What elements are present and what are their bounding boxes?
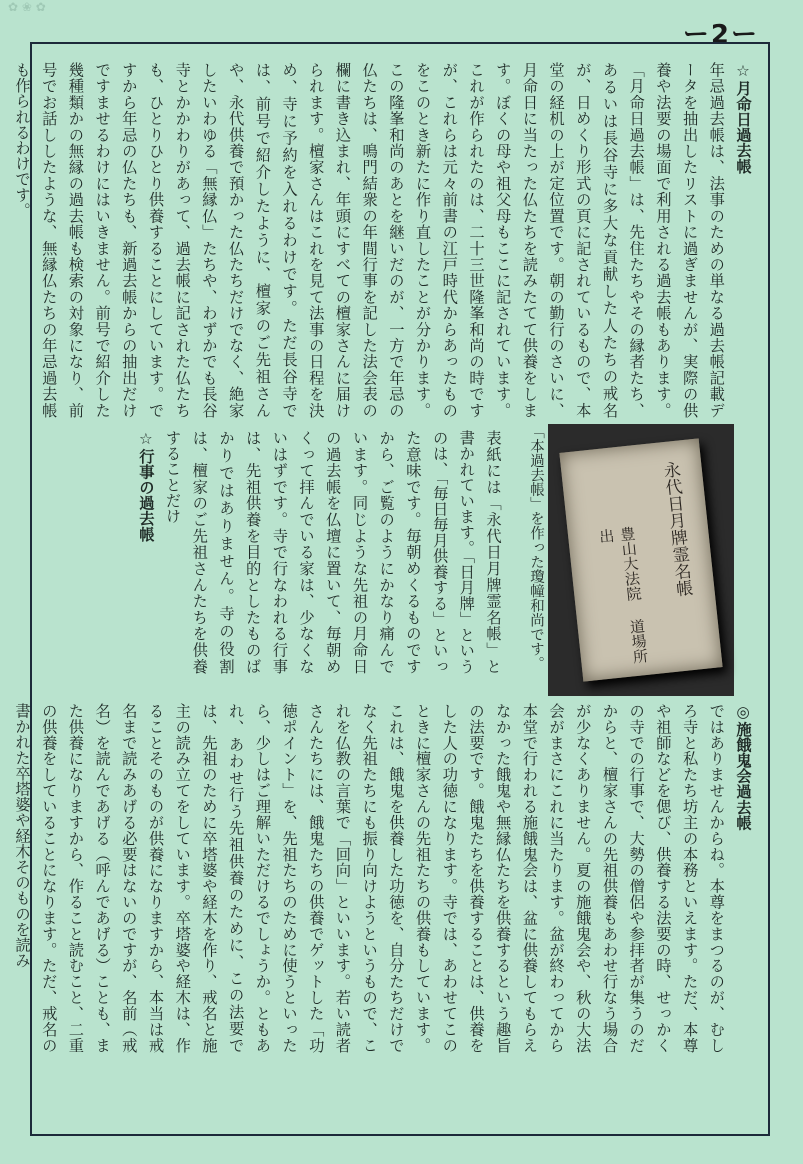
section-heading-monthly: ☆月命日過去帳 (734, 62, 752, 174)
kakocho-book-image (559, 438, 722, 681)
page-number: ー2ー (682, 20, 759, 50)
section-text-monthly: 年忌過去帳は、法事のための単なる過去帳記載データを抽出したリストに過ぎませんが、実際の供養や法要の場面で利用される過去帳もあります。「月命日過去帳」は、先住たちやその縁者たち、あるいは長谷寺に多大な貢献した人たちの戒名が、日めくり形式の頁に記されているもので、本堂の経机の上が定位置です。朝の勤行のさいに、月命日に当たった仏たちを読みたてて供養をします。ぼくの母や祖父母もここに記されています。これが作られたのは、二十三世隆峯和尚の時ですが、これらは元々前書の江戸時代からあったものをこのとき新たに作り直したことが分かります。この隆峯和尚のあとを継いだのが、一方で年忌の仏たちは、鳴門結衆の年間行事を記した法会表の欄に書き込まれ、年頭にすべての檀家さんに届けられます。檀家さんはこれを見て法事の日程を決め、寺に予約を入れるわけです。ただ長谷寺では、前号で紹介したように、檀家のご先祖さんや、永代供養で預かった仏たちだけでなく、絶家したいわゆる「無縁仏」たちや、わずかでも長谷寺とかかわりがあって、過去帳に記された仏たちも、ひとりひとり供養することにしています。ですから年忌の仏たちも、新過去帳からの抽出だけですませるわけにはいきません。前号で紹介した幾種類かの無縁の過去帳も検索の対象になり、前号でお話ししたような、無縁仏たちの年忌過去帳も作られるわけです。 (13, 62, 726, 418)
section-text-segaki: ではありませんからね。本尊をまつるのが、むしろ寺と私たち坊主の本務といえます。ただ、本尊や祖師などを偲び、供養する法要の時、せっかくの寺での行事で、大勢の僧侶や参拝者が集うのだからと、檀家さんの先祖供養もあわせ行なう場合が少なくありません。夏の施餓鬼会や、秋の大法会がまさにこれに当たります。盆が終わってから本堂で行われる施餓鬼会は、盆に供養してもらえなかった餓鬼や無縁仏たちを供養するという趣旨の法要です。餓鬼たちを供養することは、供養をした人の功徳になります。寺では、あわせてこのときに檀家さんの先祖たちの供養もしています。これは、餓鬼を供養した功徳を、自分たちだけでなく先祖たちにも振り向けようというもので、これを仏教の言葉で「回向」といいます。若い読者さんたちには、餓鬼たちの供養でゲットした「功徳ポイント」を、先祖たちのために使うといったら、少しはご理解いただけるでしょうか。ともあれ、あわせ行う先祖供養のために、この法要では、先祖のために卒塔婆や経木を作り、戒名と施主の読み立てをしています。卒塔婆や経木は、作ることそのものが供養になりますから、本当は戒名まで読みあげる必要はないのですが、名前（戒名）を読んであげる（呼んであげる）ことも、また供養になりますから、作ること読むこと、二重の供養をしていることになります。ただ、戒名の書かれた卒塔婆や経木そのものを読み (13, 703, 726, 1053)
section-text-cover: 表紙には「永代日月牌霊名帳」と書かれています。「日月牌」というのは、「毎日毎月供養する」といった意味です。毎朝めくるものですから、ご覧のようにかなり痛んでいます。同じような先祖の月命日の過去帳を仏壇に置いて、毎朝めくって拝んでいる家は、少なくないはずです。寺で行なわれる行事は、先祖供養を目的としたものばかりではありません。寺の役割は、檀家のご先祖さんたちを供養することだけ (163, 430, 502, 674)
kakocho-photo (548, 424, 734, 696)
column-band-1 (13, 62, 756, 418)
book-cover-sub: 豊山大法院 道場所出 (596, 525, 650, 665)
column-band-2 (50, 430, 506, 674)
book-cover-title: 永代日月牌霊名帳 (658, 460, 694, 598)
section-heading-segaki: ◎施餓鬼会過去帳 (734, 703, 752, 831)
column-band-3 (13, 703, 756, 1053)
section-heading-events: ☆行事の過去帳 (136, 430, 155, 542)
header-ornament: ✿ ❀ ✿ (8, 0, 46, 14)
photo-caption: 「本過去帳」を作った瓊幢和尚です。 (528, 424, 544, 671)
